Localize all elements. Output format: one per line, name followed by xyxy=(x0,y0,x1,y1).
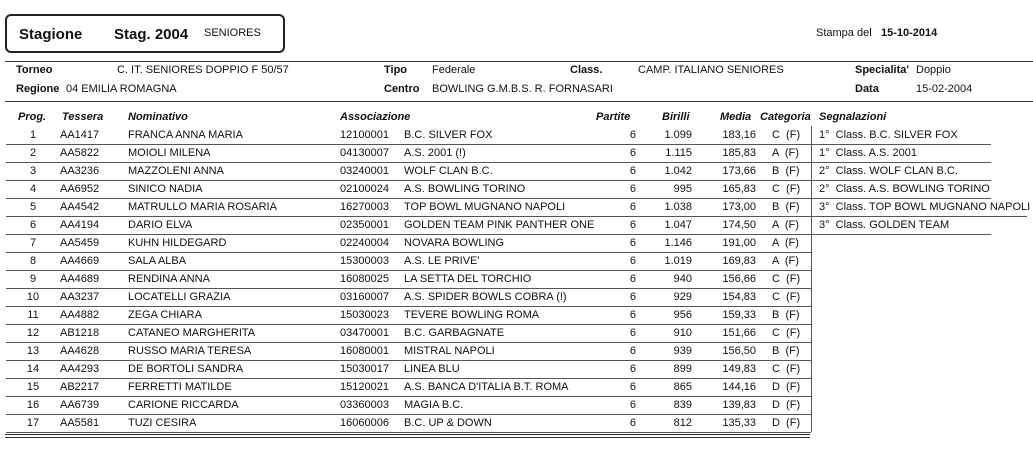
cell-codice: 02240004 xyxy=(340,237,389,249)
segnalazione-item: 2° Class. WOLF CLAN B.C. xyxy=(819,165,958,177)
cell-tessera: AA4542 xyxy=(60,201,100,213)
cell-categoria: A (F) xyxy=(772,237,799,249)
cell-codice: 16080025 xyxy=(340,273,389,285)
cell-categoria: B (F) xyxy=(772,201,800,213)
cell-partite: 6 xyxy=(629,363,636,375)
cell-tessera: AA5581 xyxy=(60,417,100,429)
cell-birilli: 940 xyxy=(673,273,692,285)
cell-associazione: A.S. LE PRIVE' xyxy=(404,255,480,267)
col-categoria: Categoria xyxy=(760,111,811,123)
category-label: SENIORES xyxy=(204,27,261,39)
cell-codice: 15120021 xyxy=(340,381,389,393)
cell-nominativo: TUZI CESIRA xyxy=(128,417,197,429)
segnalazione-item: 3° Class. TOP BOWL MUGNANO NAPOLI xyxy=(819,201,1031,213)
data-value: 15-02-2004 xyxy=(916,83,973,95)
cell-media: 174,50 xyxy=(722,219,756,231)
cell-tessera: AA4669 xyxy=(60,255,100,267)
cell-birilli: 1.099 xyxy=(664,129,692,141)
cell-tessera: AA3237 xyxy=(60,291,100,303)
cell-media: 151,66 xyxy=(722,327,756,339)
cell-nominativo: CATANEO MARGHERITA xyxy=(128,327,256,339)
table-row xyxy=(0,378,1033,396)
cell-birilli: 1.047 xyxy=(664,219,692,231)
table-row xyxy=(0,360,1033,378)
cell-prog: 14 xyxy=(26,363,40,375)
cell-categoria: C (F) xyxy=(772,183,801,195)
cell-categoria: D (F) xyxy=(772,381,801,393)
cell-associazione: B.C. UP & DOWN xyxy=(404,417,492,429)
season-value: Stag. 2004 xyxy=(114,26,189,43)
cell-partite: 6 xyxy=(629,255,636,267)
cell-birilli: 812 xyxy=(673,417,692,429)
table-row xyxy=(0,324,1033,342)
table-row xyxy=(0,396,1033,414)
cell-partite: 6 xyxy=(629,345,636,357)
cell-associazione: LINEA BLU xyxy=(404,363,460,375)
segnalazione-divider xyxy=(811,216,1027,217)
cell-prog: 12 xyxy=(26,327,40,339)
cell-partite: 6 xyxy=(629,327,636,339)
cell-associazione: A.S. BANCA D'ITALIA B.T. ROMA xyxy=(404,381,569,393)
specialita-label: Specialita' xyxy=(855,64,909,76)
table-row xyxy=(0,414,1033,432)
segnalazione-item: 1° Class. A.S. 2001 xyxy=(819,147,917,159)
cell-nominativo: SINICO NADIA xyxy=(128,183,203,195)
cell-media: 144,16 xyxy=(722,381,756,393)
cell-codice: 16060006 xyxy=(340,417,389,429)
cell-tessera: AA5822 xyxy=(60,147,100,159)
cell-prog: 7 xyxy=(29,237,37,249)
cell-birilli: 1.146 xyxy=(664,237,692,249)
cell-tessera: AA4689 xyxy=(60,273,100,285)
cell-categoria: B (F) xyxy=(772,309,800,321)
cell-prog: 9 xyxy=(29,273,37,285)
cell-prog: 17 xyxy=(26,417,40,429)
cell-codice: 15300003 xyxy=(340,255,389,267)
cell-partite: 6 xyxy=(629,291,636,303)
cell-tessera: AA4628 xyxy=(60,345,100,357)
segnalazione-divider xyxy=(811,162,991,163)
segnalazioni-separator xyxy=(811,126,812,432)
cell-nominativo: LOCATELLI GRAZIA xyxy=(128,291,231,303)
table-row xyxy=(0,270,1033,288)
cell-nominativo: FRANCA ANNA MARIA xyxy=(128,129,243,141)
cell-nominativo: DE BORTOLI SANDRA xyxy=(128,363,244,375)
cell-associazione: TEVERE BOWLING ROMA xyxy=(404,309,540,321)
cell-prog: 6 xyxy=(29,219,37,231)
cell-tessera: AA1417 xyxy=(60,129,100,141)
cell-associazione: A.S. SPIDER BOWLS COBRA (!) xyxy=(404,291,567,303)
cell-codice: 03160007 xyxy=(340,291,389,303)
table-row xyxy=(0,306,1033,324)
cell-tessera: AA5459 xyxy=(60,237,100,249)
segnalazione-item: 1° Class. B.C. SILVER FOX xyxy=(819,129,958,141)
cell-partite: 6 xyxy=(629,165,636,177)
cell-birilli: 956 xyxy=(673,309,692,321)
tipo-label: Tipo xyxy=(384,64,408,76)
season-label: Stagione xyxy=(19,26,83,43)
cell-birilli: 1.019 xyxy=(664,255,692,267)
regione-label: Regione xyxy=(16,83,60,95)
cell-tessera: AA4194 xyxy=(60,219,100,231)
cell-associazione: A.S. BOWLING TORINO xyxy=(404,183,526,195)
cell-tessera: AB1218 xyxy=(60,327,100,339)
table-row xyxy=(0,252,1033,270)
cell-media: 139,83 xyxy=(722,399,756,411)
cell-media: 183,16 xyxy=(722,129,756,141)
col-nominativo: Nominativo xyxy=(128,111,188,123)
cell-associazione: TOP BOWL MUGNANO NAPOLI xyxy=(404,201,566,213)
cell-tessera: AA4882 xyxy=(60,309,100,321)
col-prog: Prog. xyxy=(18,111,47,123)
cell-birilli: 1.115 xyxy=(665,147,692,159)
cell-codice: 04130007 xyxy=(340,147,389,159)
cell-partite: 6 xyxy=(629,417,636,429)
segnalazione-divider xyxy=(811,180,991,181)
cell-categoria: D (F) xyxy=(772,399,801,411)
cell-associazione: B.C. SILVER FOX xyxy=(404,129,493,141)
divider-bottom-2 xyxy=(5,437,810,438)
cell-codice: 03240001 xyxy=(340,165,389,177)
cell-categoria: C (F) xyxy=(772,291,801,303)
cell-nominativo: CARIONE RICCARDA xyxy=(128,399,239,411)
cell-categoria: C (F) xyxy=(772,363,801,375)
cell-codice: 15030023 xyxy=(340,309,389,321)
cell-media: 156,66 xyxy=(722,273,756,285)
col-birilli: Birilli xyxy=(662,111,690,123)
cell-birilli: 899 xyxy=(673,363,692,375)
cell-nominativo: RUSSO MARIA TERESA xyxy=(128,345,252,357)
cell-prog: 13 xyxy=(26,345,40,357)
cell-nominativo: FERRETTI MATILDE xyxy=(128,381,232,393)
class-label: Class. xyxy=(570,64,603,76)
title-box xyxy=(5,14,285,53)
cell-media: 191,00 xyxy=(722,237,756,249)
cell-birilli: 910 xyxy=(673,327,692,339)
cell-nominativo: MAZZOLENI ANNA xyxy=(128,165,224,177)
cell-codice: 16270003 xyxy=(340,201,389,213)
divider-top xyxy=(5,61,1033,62)
cell-codice: 03360003 xyxy=(340,399,389,411)
cell-nominativo: DARIO ELVA xyxy=(128,219,193,231)
cell-partite: 6 xyxy=(629,129,636,141)
cell-associazione: GOLDEN TEAM PINK PANTHER ONE xyxy=(404,219,595,231)
class-value: CAMP. ITALIANO SENIORES xyxy=(638,64,784,76)
specialita-value: Doppio xyxy=(916,64,951,76)
cell-media: 173,66 xyxy=(722,165,756,177)
cell-categoria: B (F) xyxy=(772,345,800,357)
cell-categoria: C (F) xyxy=(772,273,801,285)
cell-codice: 03470001 xyxy=(340,327,389,339)
cell-prog: 5 xyxy=(29,201,37,213)
cell-tessera: AA6739 xyxy=(60,399,100,411)
print-date: 15-10-2014 xyxy=(881,27,938,39)
cell-prog: 3 xyxy=(29,165,37,177)
regione-value: 04 EMILIA ROMAGNA xyxy=(66,83,177,95)
cell-associazione: LA SETTA DEL TORCHIO xyxy=(404,273,532,285)
cell-prog: 2 xyxy=(29,147,37,159)
cell-prog: 16 xyxy=(26,399,40,411)
cell-partite: 6 xyxy=(629,381,636,393)
cell-nominativo: MATRULLO MARIA ROSARIA xyxy=(128,201,277,213)
segnalazione-item: 3° Class. GOLDEN TEAM xyxy=(819,219,950,231)
cell-birilli: 929 xyxy=(673,291,692,303)
cell-categoria: C (F) xyxy=(772,129,801,141)
cell-associazione: MISTRAL NAPOLI xyxy=(404,345,495,357)
cell-codice: 12100001 xyxy=(340,129,389,141)
cell-partite: 6 xyxy=(629,147,636,159)
cell-tessera: AA4293 xyxy=(60,363,100,375)
cell-prog: 15 xyxy=(26,381,40,393)
cell-media: 185,83 xyxy=(722,147,756,159)
cell-media: 156,50 xyxy=(722,345,756,357)
cell-nominativo: SALA ALBA xyxy=(128,255,187,267)
cell-prog: 11 xyxy=(27,309,39,321)
cell-associazione: NOVARA BOWLING xyxy=(404,237,505,249)
cell-categoria: C (F) xyxy=(772,327,801,339)
col-partite: Partite xyxy=(596,111,631,123)
cell-nominativo: RENDINA ANNA xyxy=(128,273,210,285)
cell-categoria: A (F) xyxy=(772,219,799,231)
cell-categoria: D (F) xyxy=(772,417,801,429)
centro-value: BOWLING G.M.B.S. R. FORNASARI xyxy=(432,83,613,95)
cell-partite: 6 xyxy=(629,219,636,231)
cell-birilli: 995 xyxy=(673,183,692,195)
cell-associazione: A.S. 2001 (!) xyxy=(404,147,466,159)
cell-codice: 15030017 xyxy=(340,363,389,375)
table-row xyxy=(0,288,1033,306)
col-segnalazioni: Segnalazioni xyxy=(819,111,887,123)
cell-birilli: 839 xyxy=(673,399,692,411)
col-tessera: Tessera xyxy=(62,111,104,123)
cell-nominativo: MOIOLI MILENA xyxy=(128,147,211,159)
divider-header xyxy=(5,101,1033,102)
cell-partite: 6 xyxy=(629,309,636,321)
cell-codice: 02100024 xyxy=(340,183,389,195)
cell-birilli: 1.038 xyxy=(664,201,692,213)
cell-partite: 6 xyxy=(629,399,636,411)
table-row xyxy=(0,234,1033,252)
segnalazione-divider xyxy=(811,234,991,235)
cell-birilli: 865 xyxy=(673,381,692,393)
table-row xyxy=(0,342,1033,360)
centro-label: Centro xyxy=(384,83,420,95)
cell-nominativo: KUHN HILDEGARD xyxy=(128,237,227,249)
tipo-value: Federale xyxy=(432,64,476,76)
cell-categoria: B (F) xyxy=(772,165,800,177)
col-media: Media xyxy=(720,111,752,123)
cell-prog: 8 xyxy=(29,255,37,267)
cell-associazione: WOLF CLAN B.C. xyxy=(404,165,493,177)
cell-media: 173,00 xyxy=(722,201,756,213)
cell-media: 159,33 xyxy=(722,309,756,321)
cell-media: 165,83 xyxy=(722,183,756,195)
cell-partite: 6 xyxy=(629,183,636,195)
cell-prog: 4 xyxy=(29,183,37,195)
cell-partite: 6 xyxy=(629,273,636,285)
cell-media: 169,83 xyxy=(722,255,756,267)
cell-categoria: A (F) xyxy=(772,255,799,267)
cell-media: 149,83 xyxy=(722,363,756,375)
cell-media: 154,83 xyxy=(722,291,756,303)
cell-partite: 6 xyxy=(629,201,636,213)
cell-tessera: AA6952 xyxy=(60,183,100,195)
row-divider xyxy=(6,432,811,433)
segnalazione-divider xyxy=(811,144,991,145)
segnalazione-divider xyxy=(811,198,991,199)
print-date-label: Stampa del xyxy=(816,27,872,39)
cell-nominativo: ZEGA CHIARA xyxy=(128,309,202,321)
cell-codice: 02350001 xyxy=(340,219,389,231)
cell-birilli: 1.042 xyxy=(664,165,692,177)
col-associazione: Associazione xyxy=(340,111,411,123)
cell-associazione: B.C. GARBAGNATE xyxy=(404,327,505,339)
divider-bottom-1 xyxy=(5,434,810,435)
cell-media: 135,33 xyxy=(722,417,756,429)
cell-tessera: AA3236 xyxy=(60,165,100,177)
cell-prog: 10 xyxy=(26,291,40,303)
cell-tessera: AB2217 xyxy=(60,381,100,393)
cell-associazione: MAGIA B.C. xyxy=(404,399,464,411)
data-label: Data xyxy=(855,83,879,95)
cell-prog: 1 xyxy=(29,129,37,141)
cell-birilli: 939 xyxy=(673,345,692,357)
segnalazione-item: 2° Class. A.S. BOWLING TORINO xyxy=(819,183,990,195)
cell-partite: 6 xyxy=(629,237,636,249)
cell-codice: 16080001 xyxy=(340,345,389,357)
cell-categoria: A (F) xyxy=(772,147,799,159)
torneo-value: C. IT. SENIORES DOPPIO F 50/57 xyxy=(117,64,289,76)
torneo-label: Torneo xyxy=(16,64,53,76)
